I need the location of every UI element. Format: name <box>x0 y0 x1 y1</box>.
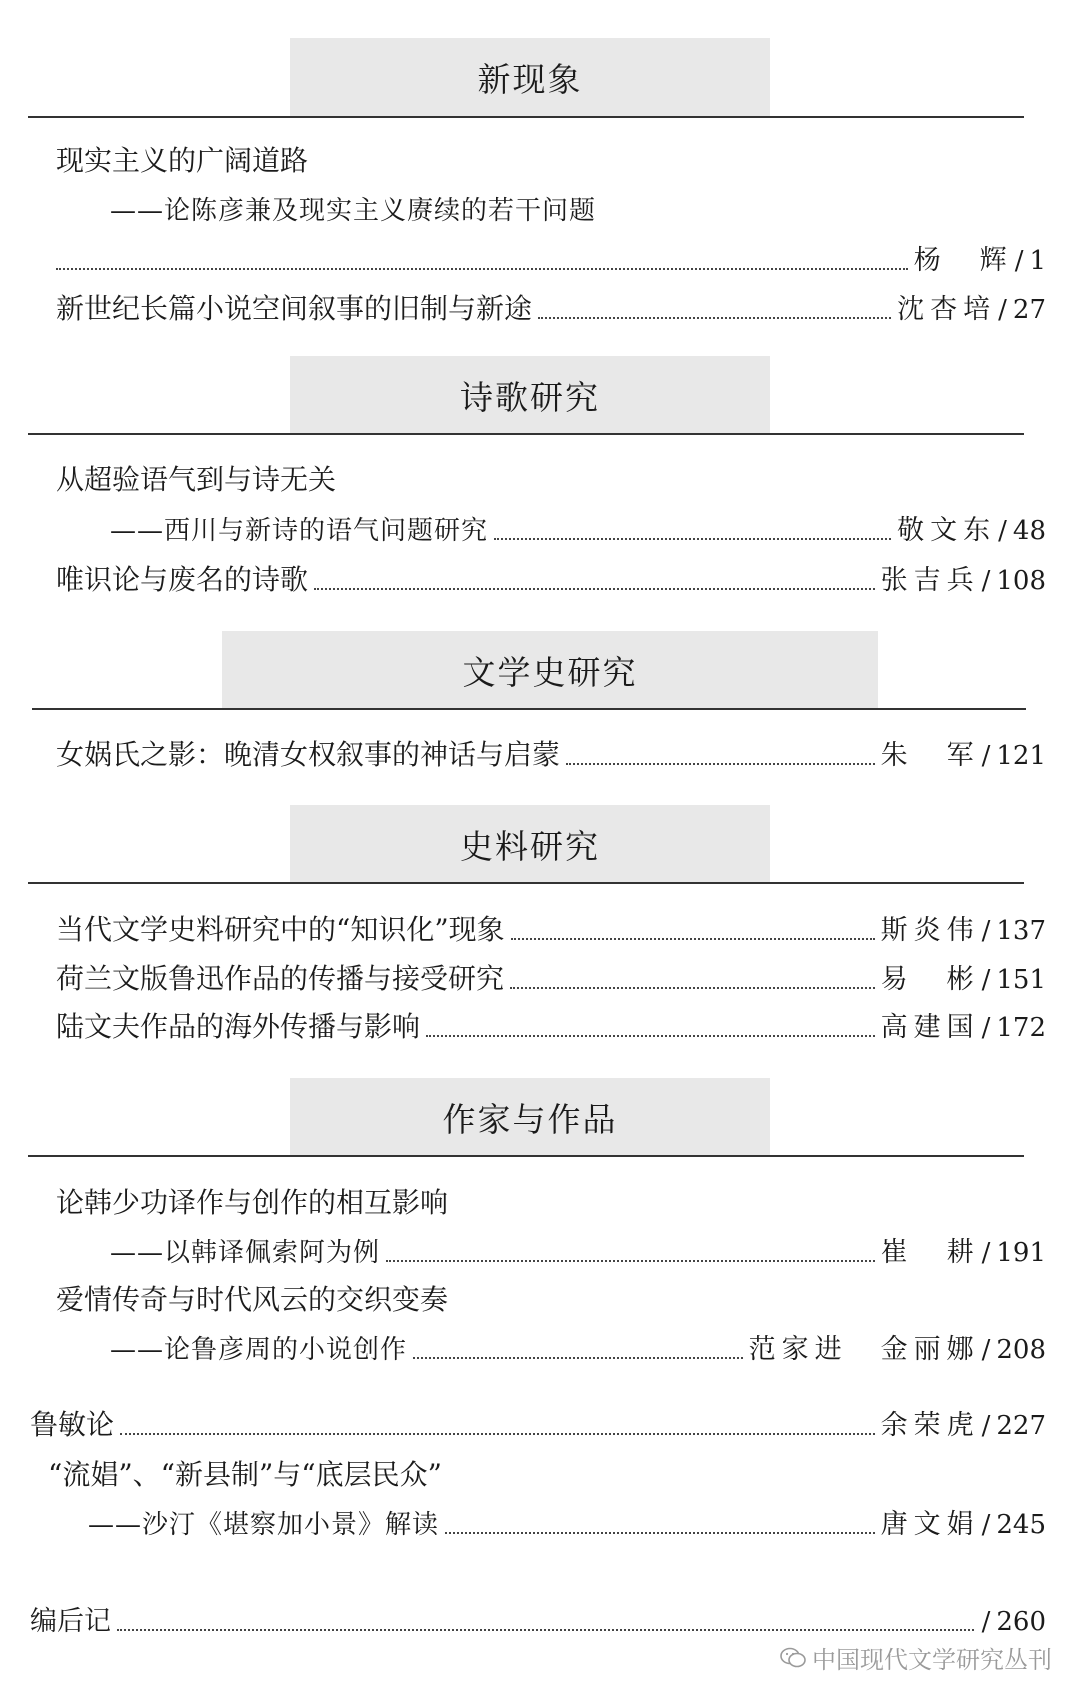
separator: / <box>981 566 991 596</box>
page-number: 227 <box>996 1411 1046 1441</box>
toc-entry[interactable] <box>56 961 1046 998</box>
leader-dots <box>510 985 875 989</box>
wechat-icon <box>780 1647 806 1669</box>
separator: / <box>981 1411 991 1441</box>
toc-entry-leader[interactable] <box>56 243 1046 279</box>
page-number: 48 <box>1012 516 1046 546</box>
toc-entry-subtitle-line[interactable] <box>110 1332 1046 1368</box>
author: 余荣虎 <box>880 1410 980 1441</box>
toc-entry-subtitle-line[interactable] <box>88 1507 1046 1543</box>
toc-entry[interactable] <box>56 562 1046 599</box>
toc-entry-title[interactable]: 从超验语气到与诗无关 <box>56 463 337 496</box>
separator: / <box>981 916 991 946</box>
leader-dots <box>445 1530 875 1534</box>
page-number: 191 <box>996 1238 1046 1268</box>
toc-entry[interactable] <box>56 912 1046 949</box>
page-number: 137 <box>996 916 1046 946</box>
separator: / <box>981 1335 991 1365</box>
leader-dots <box>314 586 875 590</box>
leader-dots <box>386 1258 875 1262</box>
separator: / <box>981 1510 991 1540</box>
author: 朱 军 <box>880 740 980 771</box>
author: 斯炎伟 <box>880 915 980 946</box>
entry-title: 荷兰文版鲁迅作品的传播与接受研究 <box>56 962 505 995</box>
entry-subtitle: ——西川与新诗的语气问题研究 <box>110 516 489 546</box>
toc-entry[interactable] <box>56 737 1046 774</box>
toc-entry-title[interactable]: “流娼”、“新县制”与“底层民众” <box>48 1458 442 1491</box>
entry-subtitle: ——沙汀《堪察加小景》解读 <box>88 1510 440 1540</box>
section-header-wenxueshi: 文学史研究 <box>222 631 878 709</box>
separator: / <box>998 516 1007 546</box>
toc-entry[interactable] <box>56 291 1046 328</box>
author: 高建国 <box>880 1012 980 1043</box>
toc-entry-title[interactable]: 爱情传奇与时代风云的交织变奏 <box>56 1283 449 1316</box>
watermark-text: 中国现代文学研究丛刊 <box>812 1646 1052 1674</box>
author: 敬文东 <box>897 515 997 546</box>
author: 唐文娟 <box>880 1509 980 1540</box>
leader-dots <box>494 536 891 540</box>
toc-entry[interactable] <box>30 1407 1046 1444</box>
page-number: 245 <box>996 1510 1046 1540</box>
section-rule <box>28 882 1024 884</box>
toc-entry[interactable] <box>56 1009 1046 1046</box>
leader-dots <box>56 266 908 270</box>
entry-subtitle: ——论鲁彦周的小说创作 <box>110 1335 408 1365</box>
author: 易 彬 <box>880 964 980 995</box>
entry-subtitle: ——以韩译佩索阿为例 <box>110 1238 381 1268</box>
leader-dots <box>566 761 875 765</box>
separator: / <box>981 1238 991 1268</box>
page-number: 172 <box>996 1013 1046 1043</box>
section-header-zuojia: 作家与作品 <box>290 1078 770 1156</box>
leader-dots <box>117 1627 974 1631</box>
section-rule <box>28 433 1024 435</box>
page-number: 260 <box>996 1607 1046 1637</box>
section-header-shige: 诗歌研究 <box>290 356 770 434</box>
leader-dots <box>511 936 875 940</box>
toc-entry-subtitle-line[interactable] <box>110 513 1046 549</box>
separator: / <box>981 741 991 771</box>
page-number: 27 <box>1012 295 1046 325</box>
entry-title: 当代文学史料研究中的“知识化”现象 <box>56 913 505 946</box>
section-header-xinxianxiang: 新现象 <box>290 38 770 116</box>
separator: / <box>998 295 1007 325</box>
author: 沈杏培 <box>897 294 997 325</box>
separator: / <box>981 1607 991 1637</box>
entry-title: 唯识论与废名的诗歌 <box>56 563 309 596</box>
separator: / <box>1014 246 1024 276</box>
page-number: 121 <box>996 741 1046 771</box>
section-header-shiliao: 史料研究 <box>290 805 770 883</box>
section-rule <box>32 708 1026 710</box>
page-number: 208 <box>996 1335 1046 1365</box>
entry-title: 女娲氏之影：晚清女权叙事的神话与启蒙 <box>56 738 561 771</box>
author: 张吉兵 <box>880 565 980 596</box>
entry-title: 新世纪长篇小说空间叙事的旧制与新途 <box>56 292 533 325</box>
entry-title: 鲁敏论 <box>30 1408 115 1441</box>
watermark <box>780 1640 1052 1675</box>
separator: / <box>981 1013 991 1043</box>
toc-entry-afterword[interactable] <box>30 1604 1046 1640</box>
section-rule <box>28 116 1024 118</box>
leader-dots <box>426 1033 875 1037</box>
toc-entry-title[interactable]: 现实主义的广阔道路 <box>56 144 309 177</box>
separator: / <box>981 965 991 995</box>
author: 范家进 金丽娜 <box>748 1334 980 1365</box>
toc-entry-subtitle-line[interactable] <box>110 1235 1046 1271</box>
leader-dots <box>538 315 891 319</box>
toc-entry-subtitle: ——论陈彦兼及现实主义赓续的若干问题 <box>110 196 597 226</box>
page-number: 108 <box>996 566 1046 596</box>
entry-title: 陆文夫作品的海外传播与影响 <box>56 1010 421 1043</box>
entry-title: 编后记 <box>30 1606 111 1637</box>
page-number: 151 <box>996 965 1046 995</box>
toc-entry-title[interactable]: 论韩少功译作与创作的相互影响 <box>56 1186 449 1219</box>
leader-dots <box>413 1355 743 1359</box>
section-rule <box>28 1155 1024 1157</box>
page-number: 1 <box>1029 246 1046 276</box>
author: 杨 辉 <box>913 245 1013 276</box>
author: 崔 耕 <box>880 1237 980 1268</box>
leader-dots <box>120 1431 875 1435</box>
